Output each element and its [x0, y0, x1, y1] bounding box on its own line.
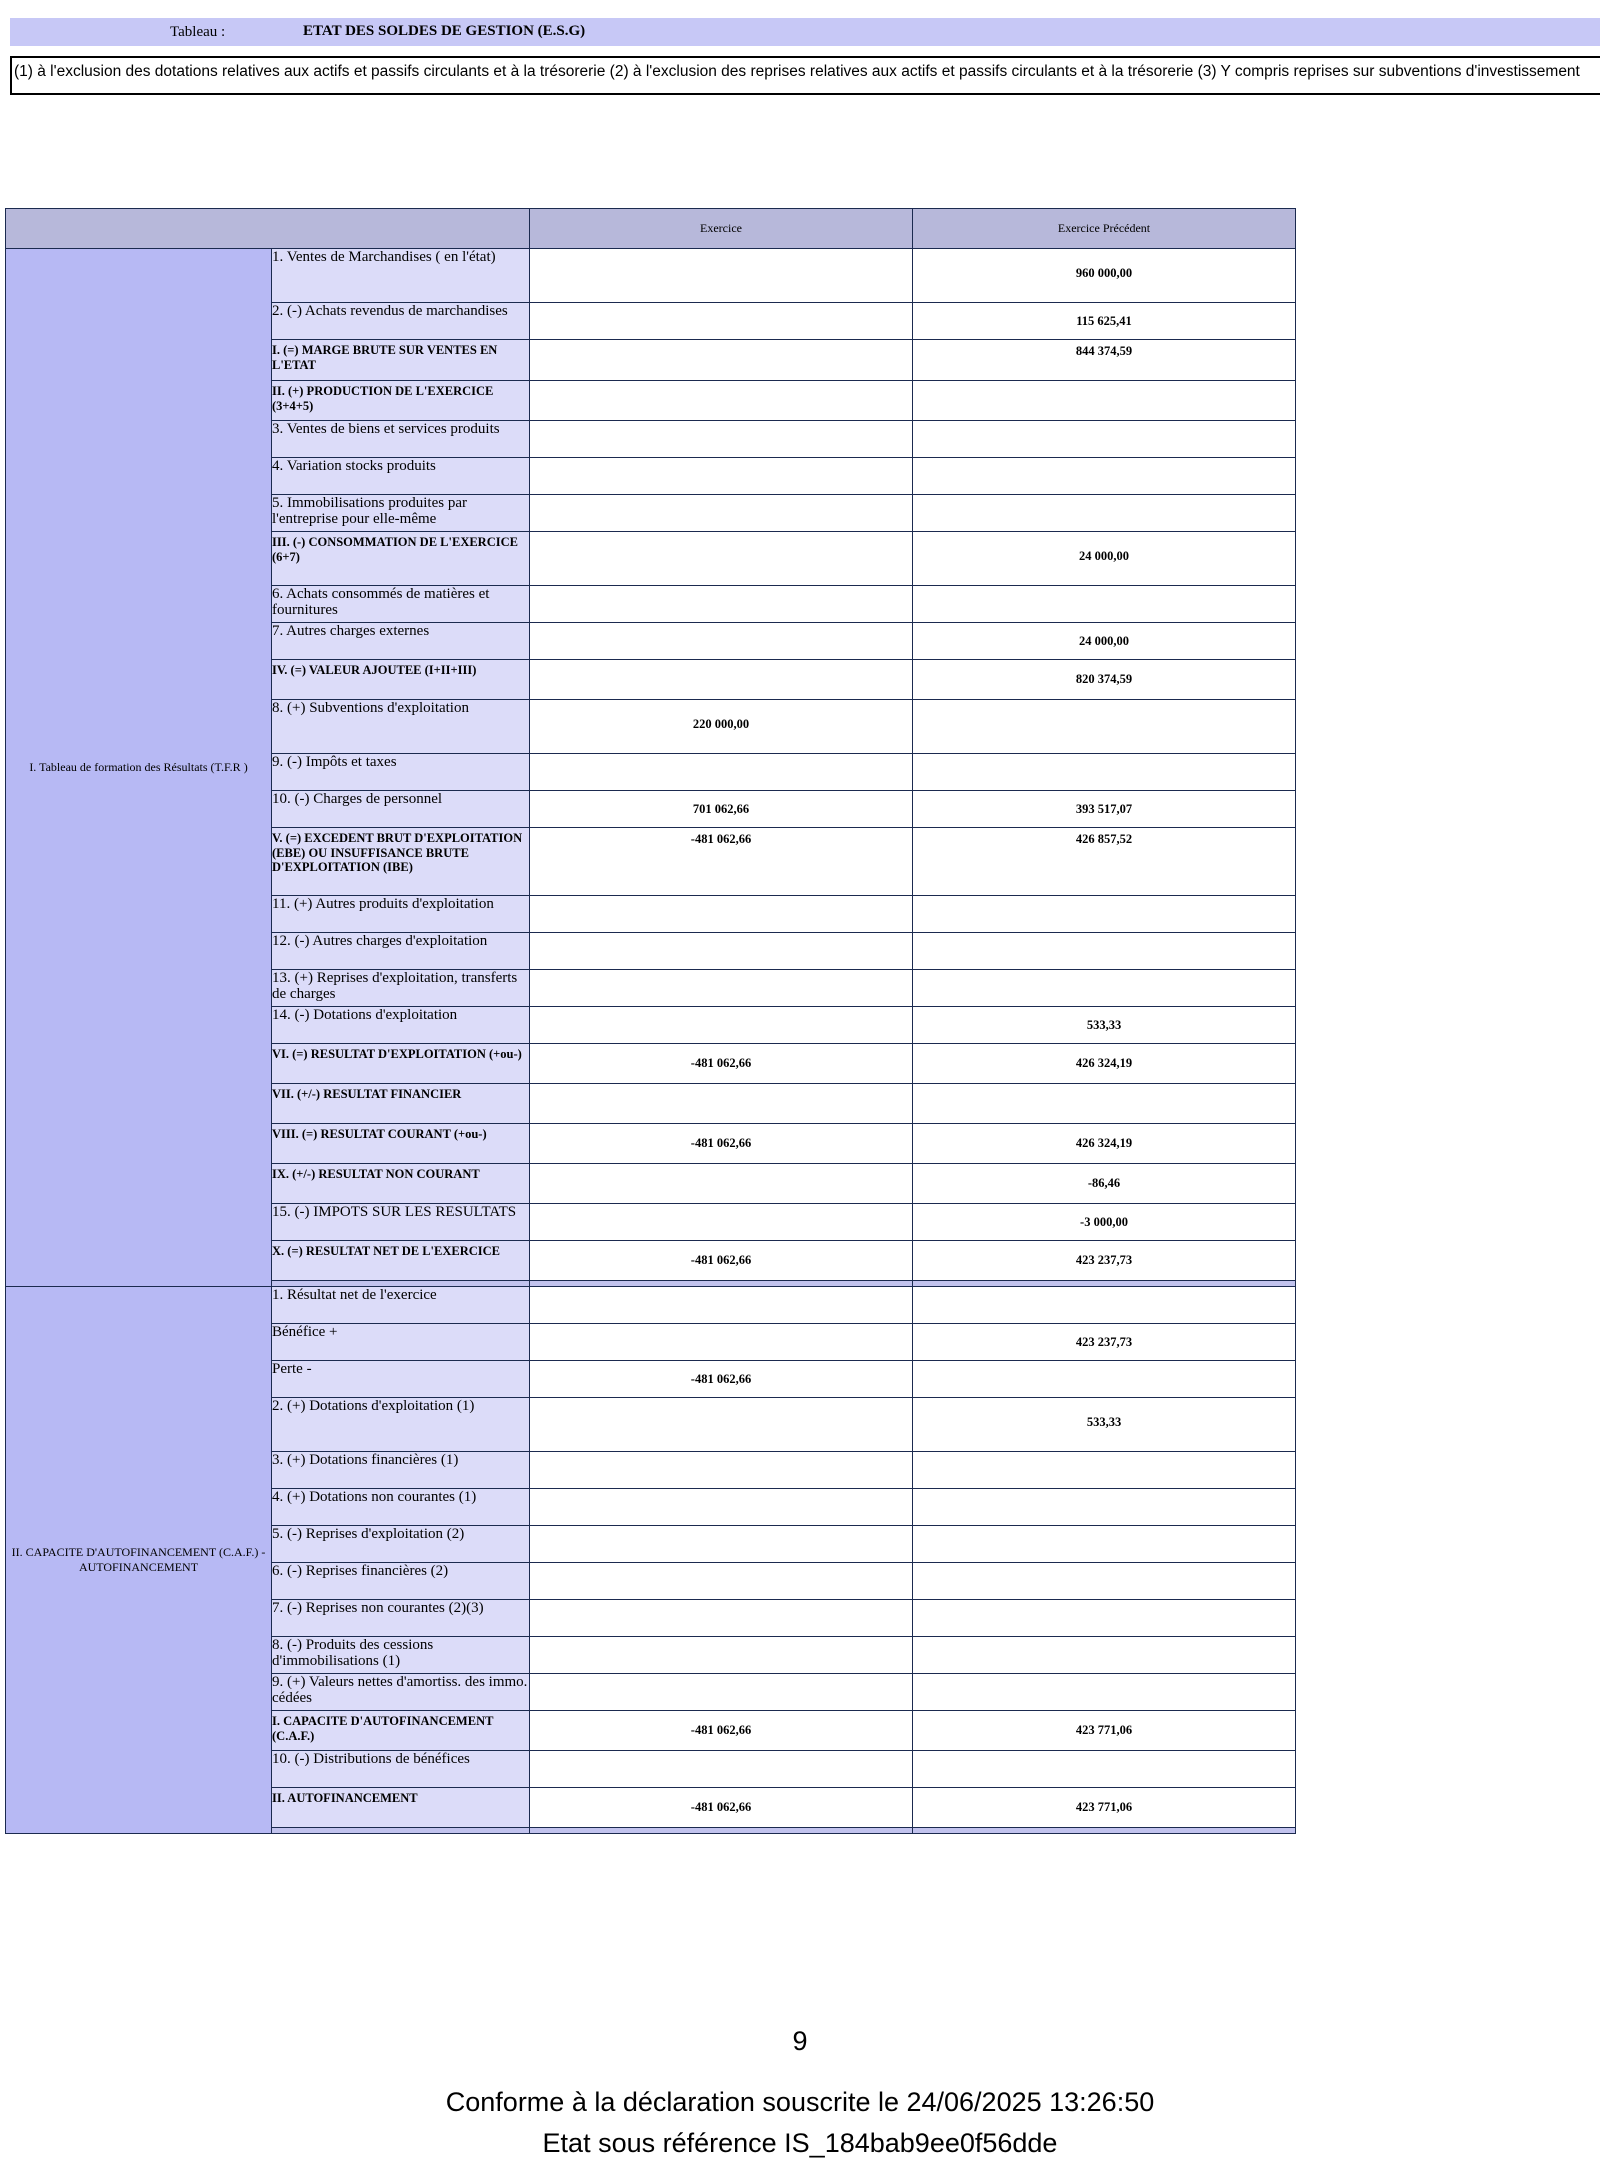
reference-line: Etat sous référence IS_184bab9ee0f56dde: [542, 2128, 1058, 2158]
value-precedent: 426 324,19: [913, 1044, 1296, 1084]
value-precedent: 24 000,00: [913, 623, 1296, 660]
value-exercice: [530, 933, 913, 970]
value-exercice: [530, 1324, 913, 1361]
value-precedent: [913, 1084, 1296, 1124]
row-label: I. (=) MARGE BRUTE SUR VENTES EN L'ETAT: [272, 340, 530, 381]
value-exercice: [530, 1674, 913, 1711]
value-precedent: 423 237,73: [913, 1241, 1296, 1281]
row-label: 10. (-) Distributions de bénéfices: [272, 1751, 530, 1788]
row-label: 2. (-) Achats revendus de marchandises: [272, 303, 530, 340]
row-label: II. (+) PRODUCTION DE L'EXERCICE (3+4+5): [272, 381, 530, 421]
value-precedent: [913, 1674, 1296, 1711]
row-label: 1. Résultat net de l'exercice: [272, 1287, 530, 1324]
value-exercice: -481 062,66: [530, 1241, 913, 1281]
row-label: 8. (-) Produits des cessions d'immobilisations (1): [272, 1637, 530, 1674]
value-exercice: [530, 381, 913, 421]
footnotes: (1) à l'exclusion des dotations relatives aux actifs et passifs circulants et à la trésorerie (2) à l'exclusion des reprises relatives aux actifs et passifs circulants et à la trésorerie (3) Y compris reprises sur subventions d'investissement: [10, 56, 1600, 95]
value-exercice: [530, 1600, 913, 1637]
value-exercice: [530, 1084, 913, 1124]
separator-cell: [913, 1828, 1296, 1834]
value-exercice: [530, 1204, 913, 1241]
row-label: 5. Immobilisations produites par l'entreprise pour elle-même: [272, 495, 530, 532]
row-label: 15. (-) IMPOTS SUR LES RESULTATS: [272, 1204, 530, 1241]
value-precedent: [913, 1526, 1296, 1563]
value-precedent: [913, 381, 1296, 421]
value-exercice: [530, 495, 913, 532]
value-exercice: [530, 421, 913, 458]
row-label: V. (=) EXCEDENT BRUT D'EXPLOITATION (EBE) OU INSUFFISANCE BRUTE D'EXPLOITATION (IBE): [272, 828, 530, 896]
value-exercice: [530, 340, 913, 381]
value-precedent: 423 237,73: [913, 1324, 1296, 1361]
row-label: 14. (-) Dotations d'exploitation: [272, 1007, 530, 1044]
row-label: VIII. (=) RESULTAT COURANT (+ou-): [272, 1124, 530, 1164]
value-exercice: -481 062,66: [530, 828, 913, 896]
row-label: IX. (+/-) RESULTAT NON COURANT: [272, 1164, 530, 1204]
value-exercice: 701 062,66: [530, 791, 913, 828]
value-precedent: 423 771,06: [913, 1788, 1296, 1828]
row-label: 10. (-) Charges de personnel: [272, 791, 530, 828]
table-row: [6, 249, 1296, 303]
value-precedent: [913, 1489, 1296, 1526]
conformity-line: Conforme à la déclaration souscrite le 24/06/2025 13:26:50: [445, 2087, 1155, 2117]
row-label: 7. Autres charges externes: [272, 623, 530, 660]
value-exercice: -481 062,66: [530, 1361, 913, 1398]
value-exercice: -481 062,66: [530, 1044, 913, 1084]
value-exercice: [530, 660, 913, 700]
value-precedent: [913, 1563, 1296, 1600]
section-label: I. Tableau de formation des Résultats (T.F.R ): [6, 249, 272, 1287]
row-label: I. CAPACITE D'AUTOFINANCEMENT (C.A.F.): [272, 1711, 530, 1751]
value-precedent: [913, 1637, 1296, 1674]
row-label: 4. Variation stocks produits: [272, 458, 530, 495]
row-label: 3. Ventes de biens et services produits: [272, 421, 530, 458]
value-precedent: 533,33: [913, 1398, 1296, 1452]
value-precedent: [913, 896, 1296, 933]
value-precedent: [913, 458, 1296, 495]
row-label: 12. (-) Autres charges d'exploitation: [272, 933, 530, 970]
value-precedent: [913, 1452, 1296, 1489]
value-exercice: [530, 1563, 913, 1600]
value-exercice: [530, 458, 913, 495]
value-exercice: [530, 1489, 913, 1526]
value-exercice: [530, 1287, 913, 1324]
esg-table: [5, 208, 1296, 1834]
title-bar: [10, 18, 1600, 46]
row-label: 6. (-) Reprises financières (2): [272, 1563, 530, 1600]
value-exercice: [530, 1164, 913, 1204]
value-exercice: [530, 1452, 913, 1489]
row-label: Perte -: [272, 1361, 530, 1398]
value-precedent: [913, 970, 1296, 1007]
value-precedent: -86,46: [913, 1164, 1296, 1204]
value-exercice: [530, 970, 913, 1007]
separator-cell: [530, 1828, 913, 1834]
row-label: IV. (=) VALEUR AJOUTEE (I+II+III): [272, 660, 530, 700]
column-header-exercice: Exercice: [530, 209, 913, 249]
value-precedent: [913, 933, 1296, 970]
value-exercice: [530, 1007, 913, 1044]
value-precedent: 426 857,52: [913, 828, 1296, 896]
value-precedent: 960 000,00: [913, 249, 1296, 303]
value-precedent: [913, 1600, 1296, 1637]
row-label: 8. (+) Subventions d'exploitation: [272, 700, 530, 754]
value-exercice: [530, 303, 913, 340]
value-exercice: [530, 586, 913, 623]
value-exercice: [530, 532, 913, 586]
value-exercice: [530, 754, 913, 791]
row-label: VII. (+/-) RESULTAT FINANCIER: [272, 1084, 530, 1124]
header-blank: [6, 209, 530, 249]
value-precedent: [913, 495, 1296, 532]
row-label: 4. (+) Dotations non courantes (1): [272, 1489, 530, 1526]
page-number: 9: [792, 2026, 808, 2056]
value-precedent: [913, 700, 1296, 754]
row-label: II. AUTOFINANCEMENT: [272, 1788, 530, 1828]
row-label: 9. (+) Valeurs nettes d'amortiss. des immo. cédées: [272, 1674, 530, 1711]
value-exercice: [530, 1398, 913, 1452]
row-label: 11. (+) Autres produits d'exploitation: [272, 896, 530, 933]
row-label: 6. Achats consommés de matières et fournitures: [272, 586, 530, 623]
table-row: [6, 1287, 1296, 1324]
value-exercice: [530, 1751, 913, 1788]
value-exercice: [530, 1637, 913, 1674]
value-exercice: -481 062,66: [530, 1711, 913, 1751]
value-exercice: 220 000,00: [530, 700, 913, 754]
value-exercice: [530, 623, 913, 660]
value-exercice: [530, 249, 913, 303]
row-label: 5. (-) Reprises d'exploitation (2): [272, 1526, 530, 1563]
row-label: 1. Ventes de Marchandises ( en l'état): [272, 249, 530, 303]
row-label: 2. (+) Dotations d'exploitation (1): [272, 1398, 530, 1452]
value-exercice: -481 062,66: [530, 1124, 913, 1164]
value-precedent: [913, 754, 1296, 791]
value-precedent: [913, 1751, 1296, 1788]
value-exercice: [530, 896, 913, 933]
value-precedent: 423 771,06: [913, 1711, 1296, 1751]
table-header-row: [6, 209, 1296, 249]
separator-cell: [272, 1828, 530, 1834]
value-precedent: 844 374,59: [913, 340, 1296, 381]
table-label: Tableau :: [170, 24, 226, 40]
value-precedent: [913, 421, 1296, 458]
value-precedent: 115 625,41: [913, 303, 1296, 340]
value-precedent: -3 000,00: [913, 1204, 1296, 1241]
row-label: 3. (+) Dotations financières (1): [272, 1452, 530, 1489]
value-precedent: 533,33: [913, 1007, 1296, 1044]
row-label: Bénéfice +: [272, 1324, 530, 1361]
row-label: 13. (+) Reprises d'exploitation, transferts de charges: [272, 970, 530, 1007]
value-precedent: 426 324,19: [913, 1124, 1296, 1164]
row-label: X. (=) RESULTAT NET DE L'EXERCICE: [272, 1241, 530, 1281]
row-label: III. (-) CONSOMMATION DE L'EXERCICE (6+7): [272, 532, 530, 586]
value-precedent: 24 000,00: [913, 532, 1296, 586]
value-exercice: [530, 1526, 913, 1563]
page-title: ETAT DES SOLDES DE GESTION (E.S.G): [303, 23, 586, 39]
row-label: VI. (=) RESULTAT D'EXPLOITATION (+ou-): [272, 1044, 530, 1084]
row-label: 9. (-) Impôts et taxes: [272, 754, 530, 791]
value-exercice: -481 062,66: [530, 1788, 913, 1828]
value-precedent: [913, 1287, 1296, 1324]
value-precedent: [913, 586, 1296, 623]
section-label: II. CAPACITE D'AUTOFINANCEMENT (C.A.F.) - AUTOFINANCEMENT: [6, 1287, 272, 1834]
value-precedent: 820 374,59: [913, 660, 1296, 700]
value-precedent: [913, 1361, 1296, 1398]
value-precedent: 393 517,07: [913, 791, 1296, 828]
column-header-precedent: Exercice Précédent: [913, 209, 1296, 249]
row-label: 7. (-) Reprises non courantes (2)(3): [272, 1600, 530, 1637]
